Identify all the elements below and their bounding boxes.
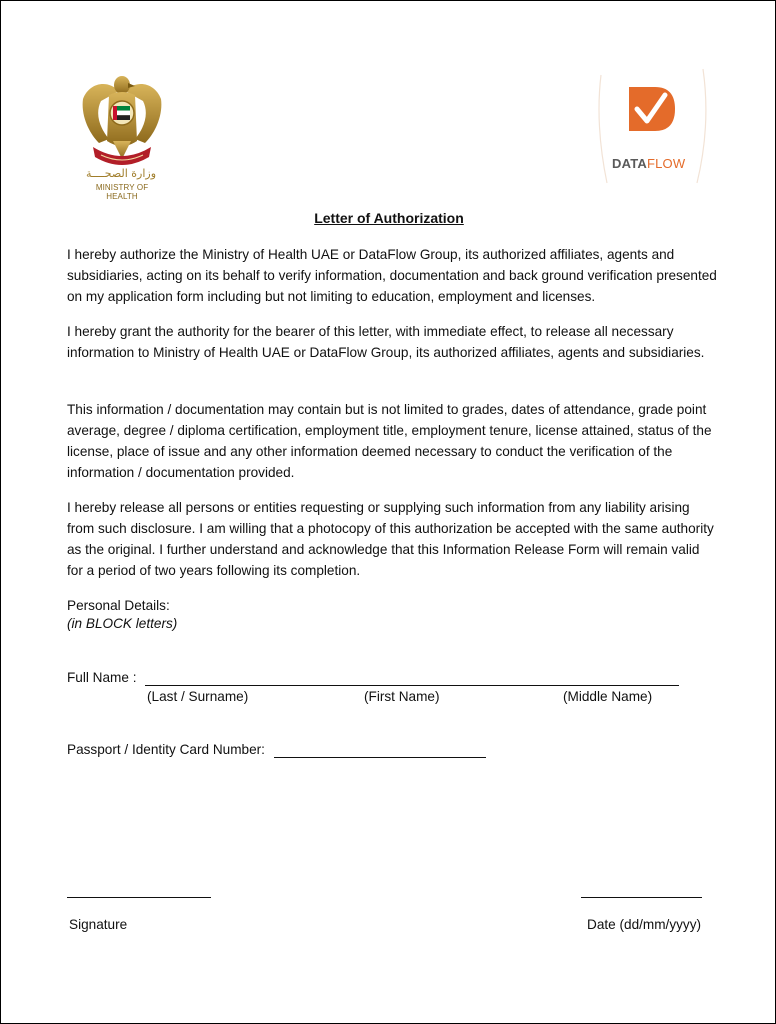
- signature-line[interactable]: [67, 897, 211, 898]
- middle-name-label: (Middle Name): [563, 689, 653, 704]
- paragraph-release: I hereby release all persons or entities requesting or supplying such information from any liability arising from such disclosure. I am willing that a photocopy of this authorization be accepted with the same authority as the original. I further understand and acknowledge that this Information Release Form will remain valid for a period of two years following its completion.: [67, 500, 714, 578]
- signature-label: Signature: [69, 917, 128, 932]
- dataflow-wordmark-flow: FLOW: [646, 156, 686, 171]
- letter-title: Letter of Authorization: [314, 210, 464, 226]
- full-name-line[interactable]: [145, 685, 679, 686]
- moh-english-text: MINISTRY OF HEALTH: [95, 183, 149, 201]
- dataflow-wordmark-data: DATA: [612, 156, 647, 171]
- dataflow-wordmark: [612, 156, 685, 171]
- last-name-label: (Last / Surname): [147, 689, 249, 704]
- block-letters-note: (in BLOCK letters): [67, 616, 178, 631]
- passport-line[interactable]: [274, 757, 486, 758]
- moh-arabic-text: وزارة الصحــــة: [85, 167, 157, 180]
- paragraph-grant-authority: I hereby grant the authority for the bearer of this letter, with immediate effect, to release all necessary information to Ministry of Health UAE or DataFlow Group, its authorized affiliates, agents and subsidiaries.: [67, 324, 705, 360]
- personal-details-label: Personal Details:: [67, 598, 170, 613]
- passport-label: Passport / Identity Card Number:: [67, 742, 265, 757]
- full-name-label: Full Name :: [67, 670, 137, 685]
- first-name-label: (First Name): [364, 689, 440, 704]
- date-line[interactable]: [581, 897, 702, 898]
- paragraph-information-scope: This information / documentation may contain but is not limited to grades, dates of attendance, grade point average, degree / diploma certification, employment title, employment tenure, license attained, status of the license, place of issue and any other information deemed necessary to conduct the verification of the information / documentation provided.: [67, 402, 712, 480]
- date-label: Date (dd/mm/yyyy): [587, 917, 702, 932]
- paragraph-authorize: I hereby authorize the Ministry of Health UAE or DataFlow Group, its authorized affiliates, agents and subsidiaries, acting on its behalf to verify information, documentation and back ground verification presented on my application form including but not limiting to education, employment and licenses.: [67, 247, 717, 304]
